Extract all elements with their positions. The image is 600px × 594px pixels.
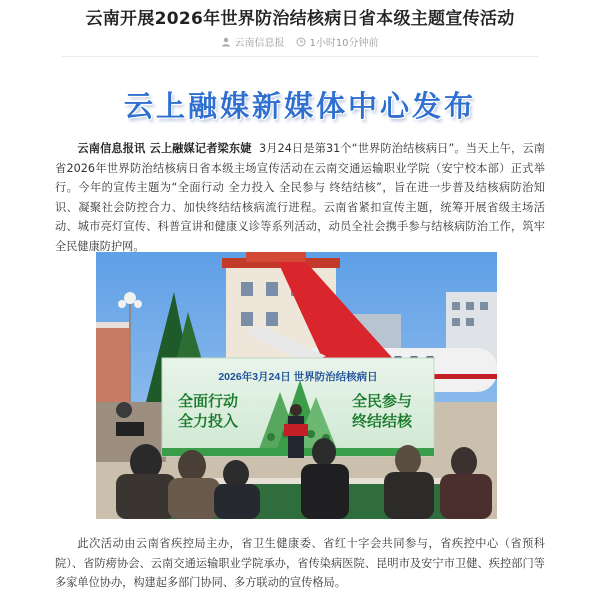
source-name[interactable]: 云南信息报 [234,38,285,49]
source-meta [221,34,284,49]
article-title: 云南开展2026年世界防治结核病日省本级主题宣传活动 [85,9,515,29]
article-paragraph-1 [55,139,545,256]
slogan-left-1: 全面行动 [178,393,239,410]
user-icon [221,37,231,47]
event-photo [96,252,497,519]
slogan-left-2: 全力投入 [178,413,239,430]
slogan-right-1: 全民参与 [352,393,413,410]
board-title: 2026年3月24日 世界防治结核病日 [218,371,378,383]
time-meta [296,34,378,49]
article-paragraph-2: 此次活动由云南省疾控局主办，省卫生健康委、省红十字会共同参与，省疾控中心（省预科院）、省防痨协会、云南交通运输职业学院承办，省传染病医院、昆明市及安宁市卫健、疾控部门等多家单位协办，构建起多部门协同、多方联动的宣传格局。 [55,537,545,589]
clock-icon [296,37,306,47]
lead-byline: 云南信息报讯 云上融媒记者梁东婕 [77,142,252,155]
publish-time: 1小时10分钟前 [309,38,379,49]
paragraph-1-text: 3月24日是第31个“世界防治结核病日”。当天上午，云南省2026年世界防治结核病日省本级主场宣传活动在云南交通运输职业学院（安宁校本部）正式举行。今年的宣传主题为“全面行动 全力投入 全民参与 终结结核”，旨在进一步普及结核病防治知识、凝聚社会防控合力、加快终结结核病流行进程。云南省紧扣宣传主题，统筹开展省级主场活动、城市亮灯宣传、科普宣讲和健康义诊等系列活动，动员全社会携手参与结核病防治工作，筑牢全民健康防护网。 [55,142,545,253]
header-divider [62,56,538,57]
slogan-right-2: 终结结核 [352,413,413,430]
article-meta [0,34,600,49]
media-center-banner: 云上融媒新媒体中心发布 [123,89,476,123]
